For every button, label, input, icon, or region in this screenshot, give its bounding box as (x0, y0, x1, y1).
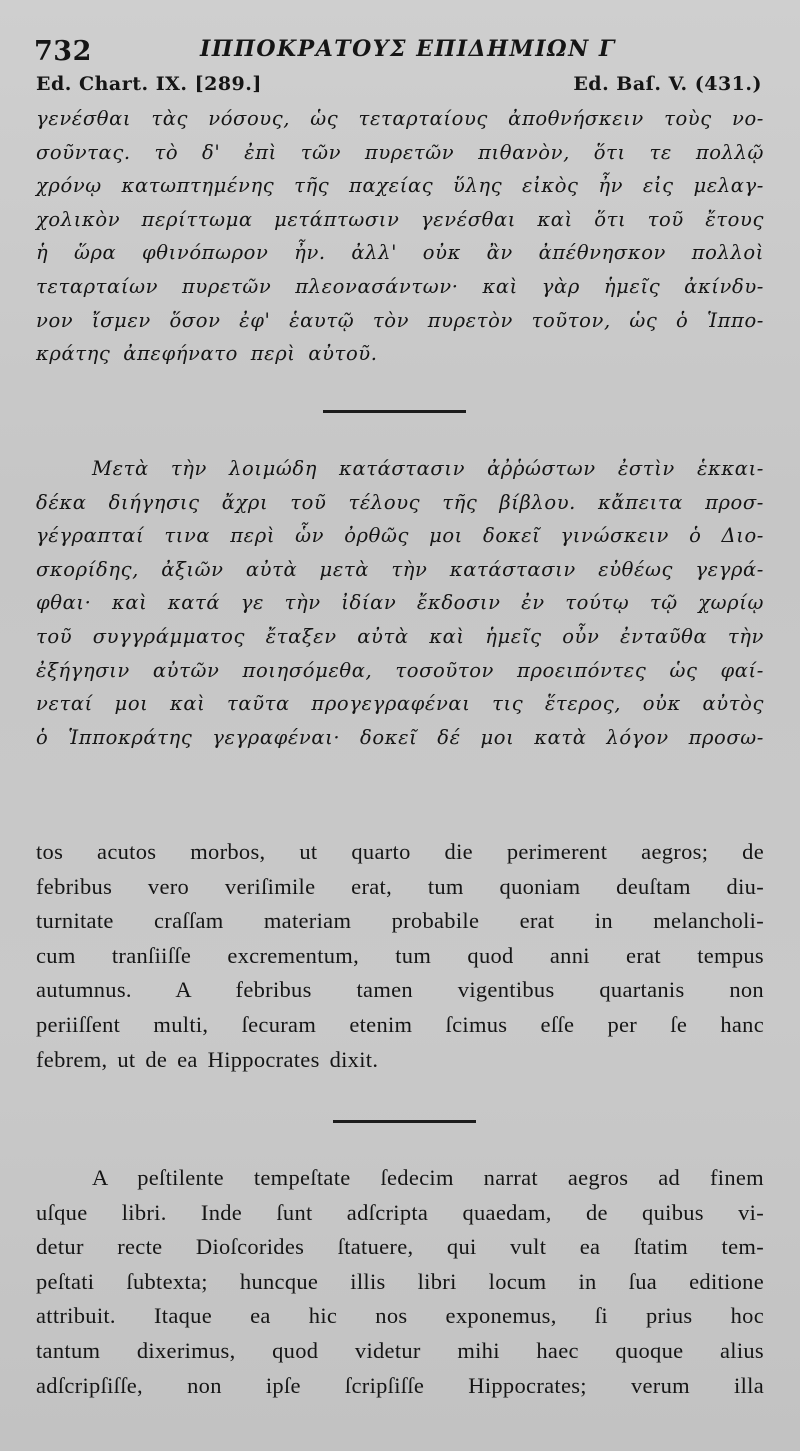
page-number: 732 (34, 36, 92, 67)
text-line: cum tranſiiſſe excrementum, tum quod anni erat tempus (36, 942, 764, 968)
text-line: νον ἴσμεν ὅσον ἐφ' ἑαυτῷ τὸν πυρετὸν τοῦτον, ὡς ὁ Ἱππο- (36, 308, 764, 332)
section-divider (323, 410, 466, 413)
edition-reference-chartier: Ed. Chart. IX. [289.] (36, 73, 262, 95)
text-line: τοῦ συγγράμματος ἔταξεν αὐτὰ καὶ ἡμεῖς οὖν ἐνταῦθα τὴν (36, 624, 764, 648)
text-line: autumnus. A febribus tamen vigentibus quartanis non (36, 977, 764, 1003)
text-line: tos acutos morbos, ut quarto die perimerent aegros; de (36, 839, 764, 864)
text-line: κράτης ἀπεφήνατο περὶ αὐτοῦ. (36, 342, 378, 366)
text-line: ἐξήγησιν αὐτῶν ποιησόμεθα, τοσοῦτον προειπόντες ὡς φαί- (36, 658, 764, 682)
latin-paragraph-new-section (36, 1161, 764, 1403)
greek-paragraph-continuation (36, 102, 764, 371)
text-line: τεταρταίων πυρετῶν πλεονασάντων· καὶ γὰρ ἡμεῖς ἀκίνδυ- (36, 274, 764, 298)
text-line: νεταί μοι καὶ ταῦτα προγεγραφέναι τις ἕτερος, οὐκ αὐτὸς (36, 692, 764, 716)
latin-paragraph-continuation (36, 835, 764, 1077)
text-line: γέγραπταί τινα περὶ ὧν ὀρθῶς μοι δοκεῖ γινώσκειν ὁ Διο- (36, 524, 764, 548)
text-line: Μετὰ τὴν λοιμώδη κατάστασιν ἀῤῥώστων ἐστὶν ἑκκαι- (92, 457, 764, 480)
greek-paragraph-new-section (36, 452, 764, 754)
text-line: ἡ ὥρα φθινόπωρον ἦν. ἀλλ' οὐκ ἂν ἀπέθνησκον πολλοὶ (36, 241, 764, 265)
page-header (34, 34, 774, 74)
text-line: febribus vero veriſimile erat, tum quoniam deuſtam diu- (36, 873, 764, 899)
text-line: tantum dixerimus, quod videtur mihi haec quoque alius (36, 1337, 764, 1363)
text-line: χρόνῳ κατωπτημένης τῆς παχείας ὕλης εἰκὸς ἦν εἰς μελαγ- (36, 174, 764, 198)
text-line: uſque libri. Inde ſunt adſcripta quaedam, de quibus vi- (36, 1199, 764, 1225)
text-line: φθαι· καὶ κατά γε τὴν ἰδίαν ἔκδοσιν ἐν τούτῳ τῷ χωρίῳ (36, 591, 764, 615)
text-line: febrem, ut de ea Hippocrates dixit. (36, 1046, 379, 1072)
text-line: δέκα διήγησις ἄχρι τοῦ τέλους τῆς βίβλου. κἄπειτα προσ- (36, 490, 764, 514)
text-line: detur recte Dioſcorides ſtatuere, qui vult ea ſtatim tem- (36, 1234, 764, 1260)
text-line: σοῦντας. τὸ δ' ἐπὶ τῶν πυρετῶν πιθανὸν, ὅτι τε πολλῷ (36, 140, 764, 164)
section-divider (333, 1120, 476, 1123)
text-line: σκορίδης, ἀξιῶν αὐτὰ μετὰ τὴν κατάστασιν εὐθέως γεγρά- (36, 557, 764, 581)
text-line: γενέσθαι τὰς νόσους, ὡς τεταρταίους ἀποθνήσκειν τοὺς νο- (36, 107, 764, 130)
text-line: A peſtilente tempeſtate ſedecim narrat aegros ad finem (92, 1165, 764, 1190)
text-line: turnitate craſſam materiam probabile erat in melancholi- (36, 908, 764, 934)
running-title: ΙΠΠΟΚΡΑΤΟΥΣ ΕΠΙΔΗΜΙΩΝ Γ (200, 36, 617, 62)
text-line: ὁ Ἱπποκράτης γεγραφέναι· δοκεῖ δέ μοι κατὰ λόγον προσω- (36, 725, 764, 749)
text-line: χολικὸν περίττωμα μετάπτωσιν γενέσθαι καὶ ὅτι τοῦ ἔτους (36, 207, 764, 231)
text-line: adſcripſiſſe, non ipſe ſcripſiſſe Hippocrates; verum illa (36, 1372, 764, 1398)
text-line: periiſſent multi, ſecuram etenim ſcimus eſſe per ſe hanc (36, 1011, 764, 1037)
edition-reference-basel: Ed. Baſ. V. (431.) (573, 73, 762, 95)
text-line: attribuit. Itaque ea hic nos exponemus, ſi prius hoc (36, 1303, 764, 1329)
text-line: peſtati ſubtexta; huncque illis libri locum in ſua editione (36, 1268, 764, 1294)
